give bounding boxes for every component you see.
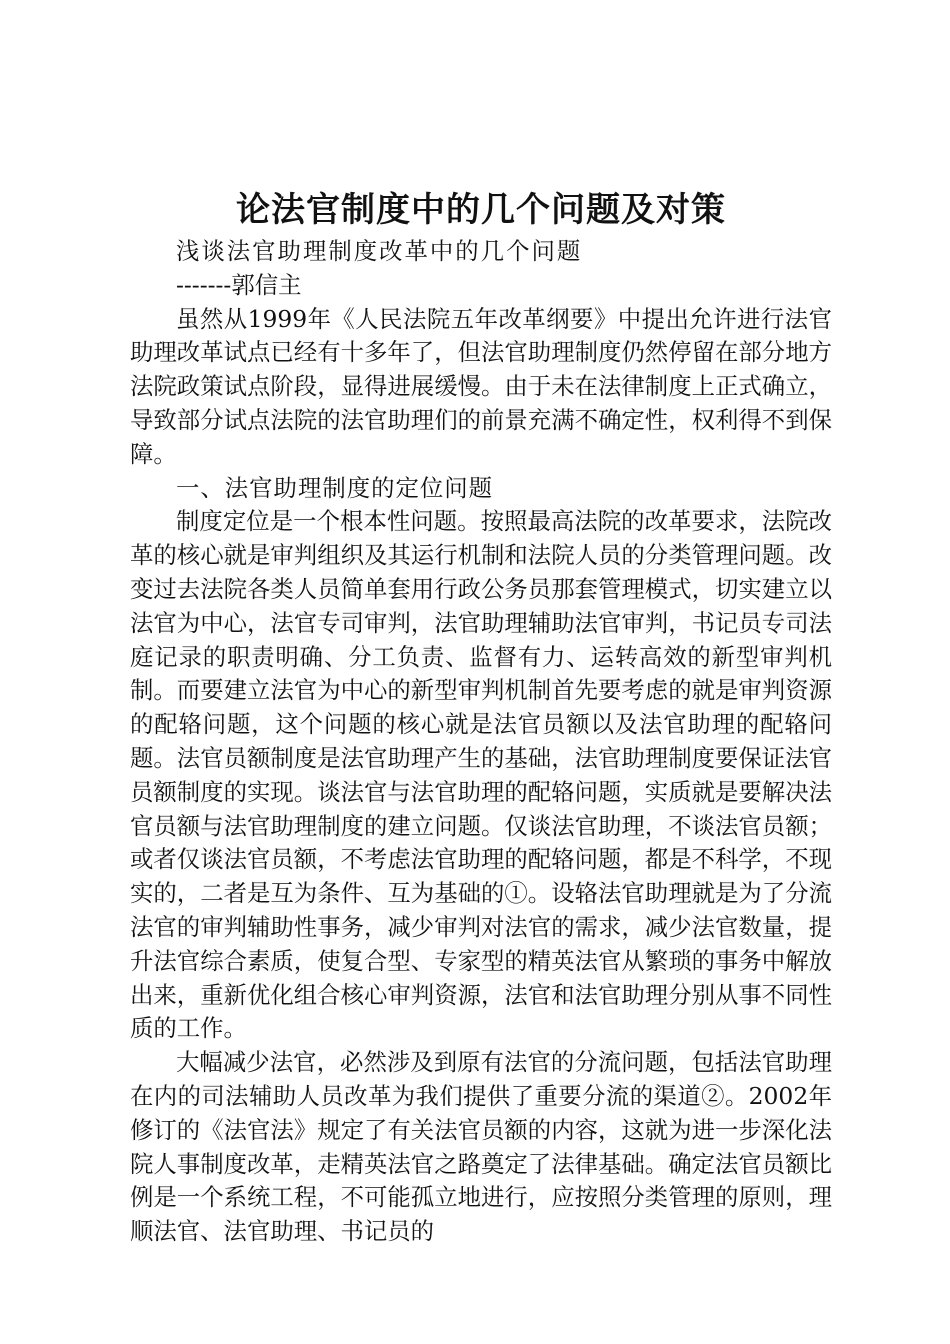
document-title: 论法官制度中的几个问题及对策 [236, 190, 726, 230]
paragraph-intro: 虽然从1999年《人民法院五年改革纲要》中提出允许进行法官助理改革试点已经有十多年了，但法官助理制度仍然停留在部分地方法院政策试点阶段，显得进展缓慢。由于未在法律制度上正式确立，导致部分试点法院的法官助理们的前景充满不确定性，权利得不到保障。 [130, 304, 832, 468]
paragraph-positioning: 制度定位是一个根本性问题。按照最高法院的改革要求，法院改革的核心就是审判组织及其运行机制和法院人员的分类管理问题。改变过去法院各类人员简单套用行政公务员那套管理模式，切实建立以法官为中心，法官专司审判，法官助理辅助法官审判，书记员专司法庭记录的职责明确、分工负责、监督有力、运转高效的新型审判机制。而要建立法官为中心的新型审判机制首先要考虑的就是审判资源的配辂问题，这个问题的核心就是法官员额以及法官助理的配辂问题。法官员额制度是法官助理产生的基础，法官助理制度要保证法官员额制度的实现。谈法官与法官助理的配辂问题，实质就是要解决法官员额与法官助理制度的建立问题。仅谈法官助理，不谈法官员额；或者仅谈法官员额，不考虑法官助理的配辂问题，都是不科学，不现实的，二者是互为条件、互为基础的①。设辂法官助理就是为了分流法官的审判辅助性事务，减少审判对法官的需求，减少法官数量，提升法官综合素质，使复合型、专家型的精英法官从繁琐的事务中解放出来，重新优化组合核心审判资源，法官和法官助理分别从事不同性质的工作。 [130, 507, 832, 1043]
author-line: -------郭信主 [176, 270, 302, 299]
paragraph-reduction: 大幅减少法官，必然涉及到原有法官的分流问题，包括法官助理在内的司法辅助人员改革为我们提供了重要分流的渠道②。2002年修订的《法官法》规定了有关法官员额的内容，这就为进一步深化法院人事制度改革，走精英法官之路奠定了法律基础。确定法官员额比例是一个系统工程，不可能孤立地进行，应按照分类管理的原则，理顺法官、法官助理、书记员的 [130, 1048, 832, 1246]
document-page [130, 185, 832, 1249]
document-subtitle: 浅谈法官助理制度改革中的几个问题 [176, 237, 583, 265]
section-heading: 一、法官助理制度的定位问题 [176, 473, 494, 502]
